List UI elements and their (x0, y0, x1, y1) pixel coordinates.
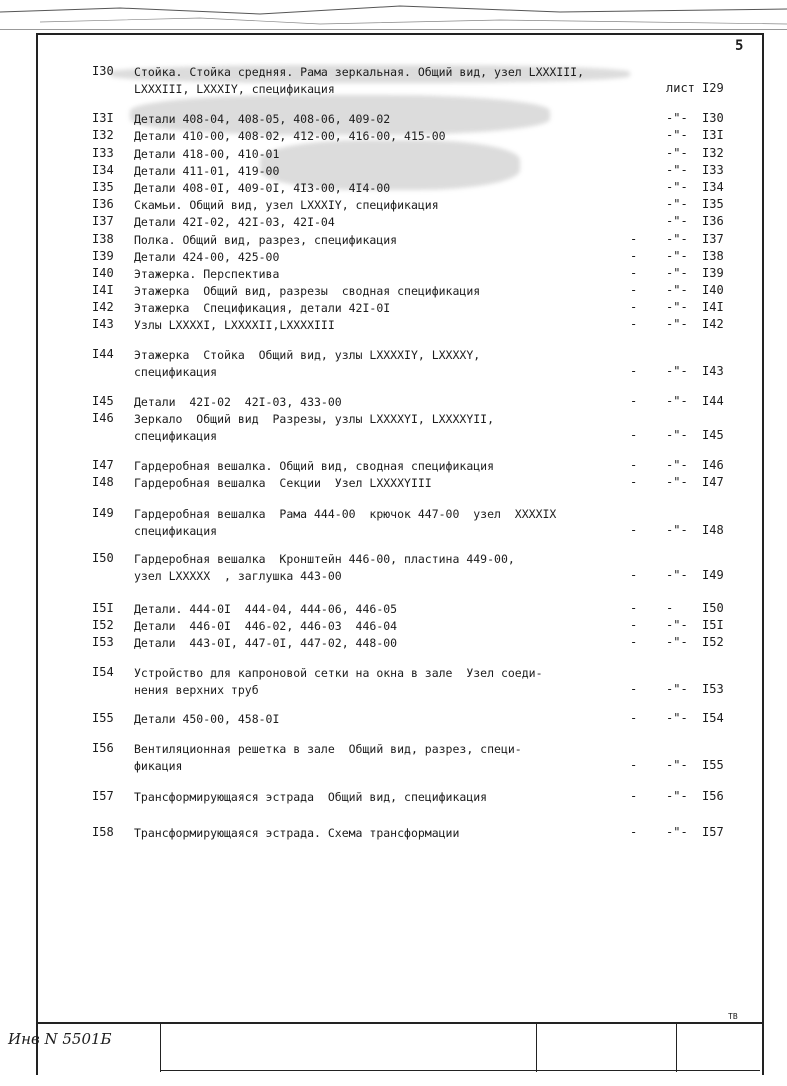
item-title: Детали 408-04, 408-05, 408-06, 409-02 (134, 112, 391, 126)
item-dash: - (630, 475, 638, 489)
item-dash: - (630, 758, 638, 772)
item-dash: - (630, 283, 638, 297)
item-number: I38 (92, 232, 114, 246)
item-number: I42 (92, 300, 114, 314)
item-ditto: -"- (666, 163, 688, 177)
item-number: I35 (92, 180, 114, 194)
item-number: I57 (92, 789, 114, 803)
item-title: Гардеробная вешалка Рама 444-00 крючок 447-00 узел XXXXIX спецификация (134, 507, 557, 538)
item-ditto: -"- (666, 180, 688, 194)
item-sheet-number: I42 (702, 317, 724, 331)
item-sheet-number: I47 (702, 475, 724, 489)
item-ditto: -"- (666, 197, 688, 211)
item-sheet-number: I48 (702, 523, 724, 537)
item-sheet-number: I57 (702, 825, 724, 839)
item-number: I49 (92, 506, 114, 520)
item-ditto: -"- (666, 523, 688, 537)
item-sheet-number: I34 (702, 180, 724, 194)
item-sheet-number: I52 (702, 635, 724, 649)
item-ditto: -"- (666, 789, 688, 803)
item-number: I33 (92, 146, 114, 160)
item-number: I5I (92, 601, 114, 615)
item-title: Детали 443-0I, 447-0I, 447-02, 448-00 (134, 636, 398, 650)
item-title: Детали 42I-02 42I-03, 433-00 (134, 395, 342, 409)
item-ditto: -"- (666, 618, 688, 632)
title-block-bottom-line (160, 1070, 760, 1071)
item-title: Детали 418-00, 410-01 (134, 147, 280, 161)
item-dash: - (630, 428, 638, 442)
item-title: Гардеробная вешалка Кронштейн 446-00, пластина 449-00, узел LXXXXX , заглушка 443-00 (134, 552, 515, 583)
item-dash: - (630, 364, 638, 378)
item-ditto: -"- (666, 232, 688, 246)
item-number: I58 (92, 825, 114, 839)
item-ditto: -"- (666, 128, 688, 142)
item-number: I32 (92, 128, 114, 142)
item-dash: - (630, 635, 638, 649)
item-number: I39 (92, 249, 114, 263)
item-title: Детали 42I-02, 42I-03, 42I-04 (134, 215, 335, 229)
item-title: Детали 408-0I, 409-0I, 4I3-00, 4I4-00 (134, 181, 391, 195)
item-dash: - (630, 249, 638, 263)
item-ditto: лист (666, 81, 695, 95)
item-title: Стойка. Стойка средняя. Рама зеркальная. Общий вид, узел LXXXIII, LXXXIII, LXXXIY, спецификация (134, 65, 585, 96)
title-block-divider (676, 1022, 677, 1072)
item-title: Детали. 444-0I 444-04, 444-06, 446-05 (134, 602, 398, 616)
item-sheet-number: I45 (702, 428, 724, 442)
item-sheet-number: I43 (702, 364, 724, 378)
item-title: Гардеробная вешалка. Общий вид, сводная спецификация (134, 459, 495, 473)
item-title: Детали 410-00, 408-02, 412-00, 416-00, 415-00 (134, 129, 446, 143)
item-number: I47 (92, 458, 114, 472)
item-sheet-number: I54 (702, 711, 724, 725)
item-ditto: -"- (666, 711, 688, 725)
item-sheet-number: I30 (702, 111, 724, 125)
item-sheet-number: I4I (702, 300, 724, 314)
item-number: I48 (92, 475, 114, 489)
item-sheet-number: I33 (702, 163, 724, 177)
item-title: Зеркало Общий вид Разрезы, узлы LXXXXYI, LXXXXYII, спецификация (134, 412, 495, 443)
item-title: Вентиляционная решетка в зале Общий вид, разрез, специ- фикация (134, 742, 522, 773)
item-dash: - (630, 711, 638, 725)
item-title: Этажерка Спецификация, детали 42I-0I (134, 301, 391, 315)
title-block-divider (160, 1022, 161, 1072)
item-sheet-number: I36 (702, 214, 724, 228)
item-dash: - (630, 682, 638, 696)
item-ditto: -"- (666, 300, 688, 314)
item-title: Устройство для капроновой сетки на окна в зале Узел соеди- нения верхних труб (134, 666, 543, 697)
item-sheet-number: I55 (702, 758, 724, 772)
item-ditto: - (666, 601, 674, 615)
item-ditto: -"- (666, 458, 688, 472)
item-sheet-number: I53 (702, 682, 724, 696)
item-ditto: -"- (666, 568, 688, 582)
item-ditto: -"- (666, 266, 688, 280)
item-sheet-number: I56 (702, 789, 724, 803)
item-title: Этажерка Общий вид, разрезы сводная спецификация (134, 284, 481, 298)
item-number: I55 (92, 711, 114, 725)
item-ditto: -"- (666, 682, 688, 696)
item-sheet-number: I37 (702, 232, 724, 246)
item-number: I40 (92, 266, 114, 280)
item-title: Скамьи. Общий вид, узел LXXXIY, спецификация (134, 198, 439, 212)
item-number: I45 (92, 394, 114, 408)
item-number: I30 (92, 64, 114, 78)
item-title: Детали 411-01, 419-00 (134, 164, 280, 178)
item-title: Детали 450-00, 458-0I (134, 712, 280, 726)
item-number: I4I (92, 283, 114, 297)
item-ditto: -"- (666, 283, 688, 297)
item-ditto: -"- (666, 428, 688, 442)
item-title: Этажерка Стойка Общий вид, узлы LXXXXIY, LXXXXY, спецификация (134, 348, 481, 379)
item-number: I53 (92, 635, 114, 649)
item-title: Детали 424-00, 425-00 (134, 250, 280, 264)
item-sheet-number: I46 (702, 458, 724, 472)
item-ditto: -"- (666, 825, 688, 839)
corner-mark: ТВ (728, 1012, 738, 1021)
item-ditto: -"- (666, 635, 688, 649)
item-ditto: -"- (666, 111, 688, 125)
inventory-stamp: Инв N 5501Б (8, 1030, 112, 1048)
item-number: I54 (92, 665, 114, 679)
item-dash: - (630, 394, 638, 408)
item-sheet-number: I38 (702, 249, 724, 263)
item-dash: - (630, 317, 638, 331)
item-ditto: -"- (666, 146, 688, 160)
item-dash: - (630, 523, 638, 537)
item-dash: - (630, 789, 638, 803)
item-number: I34 (92, 163, 114, 177)
item-title: Узлы LXXXXI, LXXXXII,LXXXXIII (134, 318, 335, 332)
item-sheet-number: I39 (702, 266, 724, 280)
item-title: Этажерка. Перспектива (134, 267, 280, 281)
item-title: Трансформирующаяся эстрада. Схема трансформации (134, 826, 460, 840)
item-dash: - (630, 601, 638, 615)
item-ditto: -"- (666, 364, 688, 378)
page-number: 5 (735, 38, 744, 54)
item-sheet-number: I49 (702, 568, 724, 582)
item-number: I37 (92, 214, 114, 228)
item-title: Гардеробная вешалка Секции Узел LXXXXYIII (134, 476, 432, 490)
item-sheet-number: I5I (702, 618, 724, 632)
item-ditto: -"- (666, 475, 688, 489)
item-sheet-number: I50 (702, 601, 724, 615)
title-block-top-line (36, 1022, 762, 1024)
item-number: I3I (92, 111, 114, 125)
item-ditto: -"- (666, 214, 688, 228)
item-sheet-number: I3I (702, 128, 724, 142)
title-block-divider (536, 1022, 537, 1072)
item-title: Детали 446-0I 446-02, 446-03 446-04 (134, 619, 398, 633)
item-sheet-number: I29 (702, 81, 724, 95)
item-dash: - (630, 232, 638, 246)
item-dash: - (630, 568, 638, 582)
item-number: I46 (92, 411, 114, 425)
item-ditto: -"- (666, 758, 688, 772)
item-ditto: -"- (666, 317, 688, 331)
item-number: I43 (92, 317, 114, 331)
item-number: I36 (92, 197, 114, 211)
item-dash: - (630, 618, 638, 632)
item-number: I44 (92, 347, 114, 361)
item-dash: - (630, 300, 638, 314)
item-sheet-number: I32 (702, 146, 724, 160)
item-ditto: -"- (666, 394, 688, 408)
item-dash: - (630, 266, 638, 280)
item-dash: - (630, 458, 638, 472)
item-ditto: -"- (666, 249, 688, 263)
item-sheet-number: I40 (702, 283, 724, 297)
item-number: I56 (92, 741, 114, 755)
item-sheet-number: I35 (702, 197, 724, 211)
item-number: I52 (92, 618, 114, 632)
item-title: Трансформирующаяся эстрада Общий вид, спецификация (134, 790, 488, 804)
item-number: I50 (92, 551, 114, 565)
item-dash: - (630, 825, 638, 839)
item-sheet-number: I44 (702, 394, 724, 408)
item-title: Полка. Общий вид, разрез, спецификация (134, 233, 398, 247)
scan-noise-top (0, 0, 787, 30)
